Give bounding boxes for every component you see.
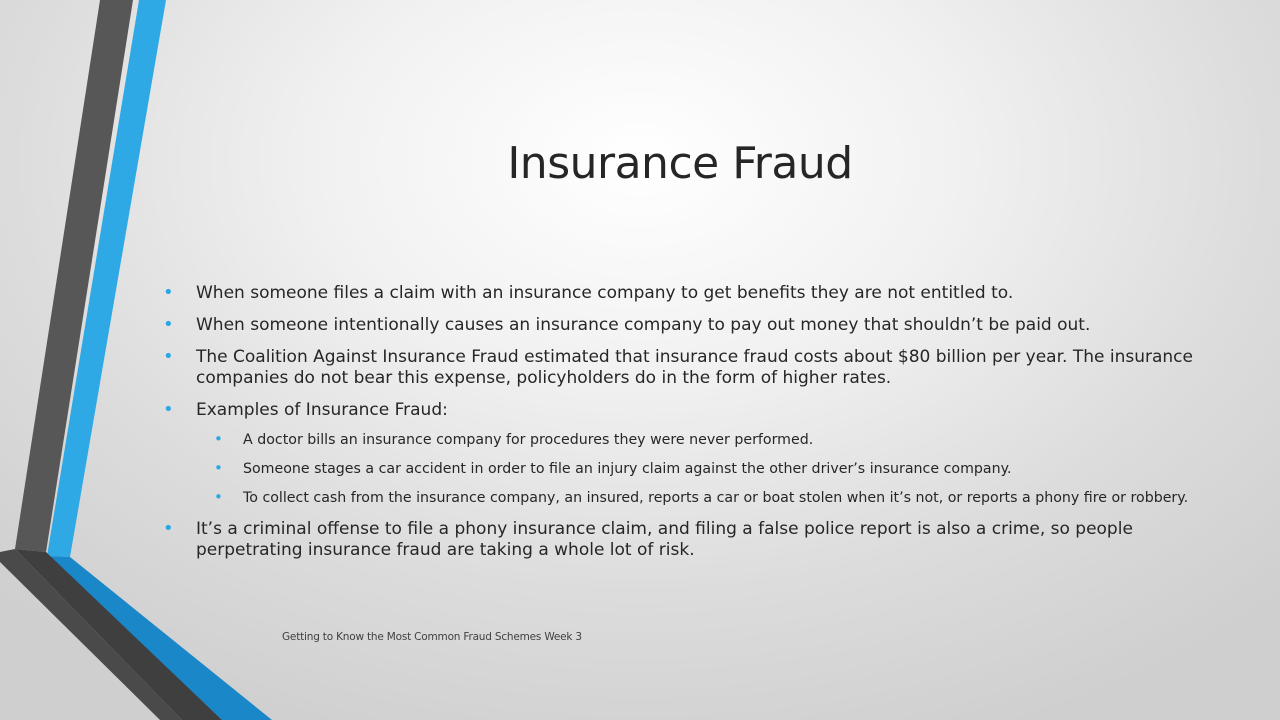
slide-footer: Getting to Know the Most Common Fraud Schemes Week 3 [282, 631, 582, 643]
sub-bullet-icon: • [214, 459, 223, 477]
sub-bullet-icon: • [214, 488, 223, 506]
dark-stripe-lower [15, 549, 222, 720]
bullet-item-cost-estimate [163, 347, 1203, 389]
slide-title: Insurance Fraud [507, 138, 853, 189]
bullet-item-definition-payout [163, 315, 1203, 336]
bullet-text: The Coalition Against Insurance Fraud estimated that insurance fraud costs about $80 billion per year. The insurance companies do not bear this expense, policyholders do in the form of higher rates. [196, 347, 1193, 388]
bullet-icon: • [163, 518, 174, 539]
bullet-item-examples-heading [163, 400, 1203, 421]
bullet-item-criminal-offense [163, 519, 1203, 561]
bullet-icon: • [163, 282, 174, 303]
bullet-text: Examples of Insurance Fraud: [196, 400, 448, 420]
bullet-text: When someone files a claim with an insurance company to get benefits they are not entitled to. [196, 283, 1014, 303]
examples-sub-list [163, 432, 1203, 507]
bullet-item-definition-claim [163, 283, 1203, 304]
sub-bullet-item-staged-accident [163, 461, 1203, 478]
bullet-icon: • [163, 314, 174, 335]
sub-bullet-icon: • [214, 430, 223, 448]
sub-bullet-text: To collect cash from the insurance company, an insured, reports a car or boat stolen when it’s not, or reports a phony fire or robbery. [243, 490, 1189, 506]
bullet-text: When someone intentionally causes an insurance company to pay out money that shouldn’t be paid out. [196, 315, 1091, 335]
bullet-icon: • [163, 399, 174, 420]
sub-bullet-item-doctor [163, 432, 1203, 449]
bullet-text: It’s a criminal offense to file a phony insurance claim, and filing a false police report is also a crime, so people perpetrating insurance fraud are taking a whole lot of risk. [196, 519, 1133, 560]
bullet-list [163, 283, 1203, 572]
sub-bullet-item-stolen-report [163, 490, 1203, 507]
bullet-icon: • [163, 346, 174, 367]
sub-bullet-text: Someone stages a car accident in order to file an injury claim against the other driver’s insurance company. [243, 461, 1012, 477]
sub-bullet-text: A doctor bills an insurance company for procedures they were never performed. [243, 432, 814, 448]
